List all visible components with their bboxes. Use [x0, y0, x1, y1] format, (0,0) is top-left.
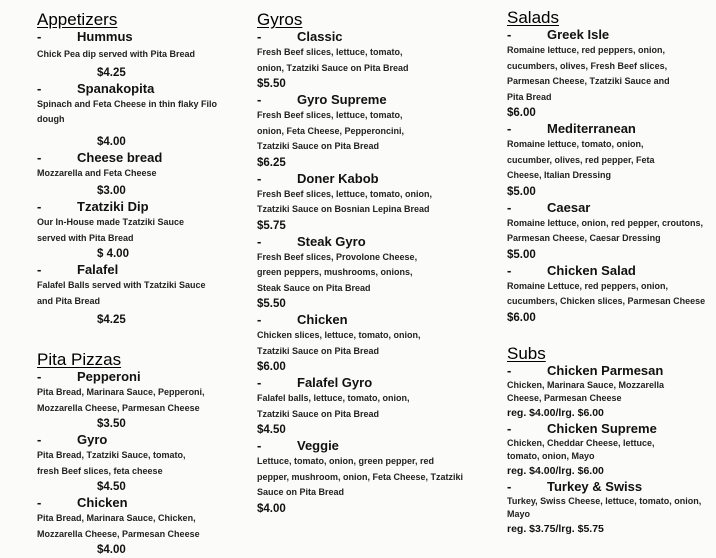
menu-item-steak-gyro — [257, 234, 497, 313]
dash: - — [37, 495, 42, 510]
dash: - — [257, 29, 262, 44]
item-name-row — [507, 421, 712, 437]
dash: - — [37, 262, 42, 277]
item-name: Hummus — [77, 29, 133, 44]
item-name: Veggie — [297, 438, 339, 453]
menu-item-falafel — [37, 262, 247, 328]
item-price: $4.50 — [97, 481, 126, 493]
item-description: Romaine lettuce, red peppers, onion, cucumbers, olives, Fresh Beef slices, Parmesan Cheese, Tzatziki Sauce and Pita Bread — [507, 45, 670, 102]
item-name: Turkey & Swiss — [547, 478, 643, 494]
item-description: Falafel balls, lettuce, tomato, onion, Tzatziki Sauce on Pita Bread — [257, 393, 410, 419]
item-price: $6.00 — [507, 311, 536, 324]
item-price: $4.50 — [257, 424, 286, 436]
item-price: reg. $4.00/lrg. $6.00 — [507, 406, 604, 419]
item-description: Turkey, Swiss Cheese, lettuce, tomato, onion, Mayo — [507, 495, 702, 519]
section-title-salads: Salads — [507, 8, 559, 27]
item-price: $5.50 — [257, 298, 286, 310]
column-right — [507, 0, 712, 537]
menu-item-greek-isle — [507, 27, 712, 121]
dash: - — [507, 362, 512, 378]
dash: - — [507, 420, 512, 436]
item-name: Chicken — [77, 495, 128, 510]
item-name: Gyro Supreme — [297, 92, 387, 107]
item-name-row — [37, 432, 247, 448]
item-price: $6.25 — [257, 156, 286, 169]
item-description: Chicken, Cheddar Cheese, lettuce, tomato, onion, Mayo — [507, 437, 655, 461]
item-name-row — [257, 375, 497, 391]
item-description: Chicken, Marinara Sauce, Mozzarella Cheese, Parmesan Cheese — [507, 379, 665, 403]
dash: - — [257, 92, 262, 107]
item-name-row — [257, 29, 497, 45]
item-name: Chicken Supreme — [547, 420, 657, 436]
section-title-gyros: Gyros — [257, 10, 303, 29]
menu-item-veggie — [257, 438, 497, 517]
section-title-subs: Subs — [507, 343, 546, 363]
menu-item-mediterranean — [507, 121, 712, 200]
item-description: Pita Bread, Marinara Sauce, Chicken, Mozzarella Cheese, Parmesan Cheese — [37, 513, 200, 539]
item-name-row — [37, 29, 247, 45]
item-name-row — [507, 200, 712, 216]
item-name: Doner Kabob — [297, 170, 379, 186]
item-name-row — [37, 495, 247, 511]
item-name-row — [37, 199, 247, 215]
item-price: $6.00 — [257, 361, 286, 373]
item-name: Pepperoni — [77, 369, 141, 384]
item-description: Fresh Beef slices, lettuce, tomato, onion, Tzatziki Sauce on Bosnian Lepina Bread — [257, 188, 433, 214]
item-price: reg. $3.75/lrg. $5.75 — [507, 522, 604, 535]
item-name-row — [257, 312, 497, 328]
menu-item-pepperoni — [37, 369, 247, 432]
item-description: Pita Bread, Tzatziki Sauce, tomato, fresh Beef slices, feta cheese — [37, 450, 186, 476]
section-title-appetizers: Appetizers — [37, 10, 118, 29]
menu-item-gyro-supreme — [257, 92, 497, 171]
menu-item-doner-kabob — [257, 171, 497, 234]
menu-item-chicken-pizza — [37, 495, 247, 558]
menu-item-chicken-supreme — [507, 421, 712, 479]
item-name-row — [257, 438, 497, 454]
item-name: Tzatziki Dip — [77, 199, 149, 214]
item-name-row — [257, 171, 497, 187]
dash: - — [37, 29, 42, 44]
menu-item-chicken-salad — [507, 263, 712, 326]
item-price: reg. $4.00/lrg. $6.00 — [507, 464, 604, 477]
dash: - — [37, 199, 42, 214]
item-description: Romaine lettuce, tomato, onion, cucumber, olives, red pepper, Feta Cheese, Italian Dressing — [507, 139, 655, 180]
dash: - — [257, 312, 262, 327]
item-name-row — [507, 479, 712, 495]
item-price: $3.00 — [97, 185, 126, 197]
dash: - — [37, 149, 42, 165]
dash: - — [37, 369, 42, 384]
item-description: Our In-House made Tzatziki Sauce served with Pita Bread — [37, 217, 185, 243]
item-name: Falafel — [77, 262, 119, 277]
item-name-row — [37, 369, 247, 385]
item-price: $5.75 — [257, 219, 286, 232]
menu-item-classic — [257, 29, 497, 92]
item-name: Greek Isle — [547, 27, 610, 42]
item-description: Spinach and Feta Cheese in thin flaky Filo dough — [37, 98, 218, 124]
dash: - — [37, 80, 42, 96]
item-price: $5.00 — [507, 185, 536, 198]
dash: - — [257, 438, 262, 453]
column-middle — [257, 0, 497, 517]
item-name-row — [507, 27, 712, 43]
item-name-row — [37, 81, 247, 97]
item-name: Classic — [297, 29, 343, 44]
item-description: Chicken slices, lettuce, tomato, onion, Tzatziki Sauce on Pita Bread — [257, 330, 421, 356]
item-description: Lettuce, tomato, onion, green pepper, red pepper, mushroom, onion, Feta Cheese, Tzatziki Sauce on Pita Bread — [257, 456, 464, 497]
item-name: Caesar — [547, 199, 591, 215]
item-name: Steak Gyro — [297, 233, 366, 249]
dash: - — [507, 199, 512, 215]
dash: - — [507, 262, 512, 278]
item-price: $4.25 — [97, 314, 126, 326]
item-description: Pita Bread, Marinara Sauce, Pepperoni, Mozzarella Cheese, Parmesan Cheese — [37, 387, 205, 413]
item-price: $4.00 — [257, 502, 286, 515]
menu-item-tzatziki-dip — [37, 199, 247, 262]
item-price: $6.00 — [507, 107, 536, 119]
item-name-row — [257, 92, 497, 108]
item-price: $4.00 — [97, 544, 126, 556]
menu-item-chicken-parmesan — [507, 363, 712, 421]
item-name-row — [37, 262, 247, 278]
item-price: $4.00 — [97, 135, 126, 148]
item-name-row — [37, 150, 247, 166]
menu-item-gyro-pizza — [37, 432, 247, 495]
item-name: Chicken Salad — [547, 262, 636, 278]
dash: - — [257, 375, 262, 390]
menu-item-falafel-gyro — [257, 375, 497, 438]
item-name: Spanakopita — [77, 80, 155, 96]
item-description: Chick Pea dip served with Pita Bread — [37, 49, 196, 59]
dash: - — [507, 121, 512, 136]
menu-item-spanakopita — [37, 81, 247, 150]
item-name-row — [507, 121, 712, 137]
dash: - — [257, 233, 262, 249]
item-name: Mediterranean — [547, 121, 636, 136]
item-name: Cheese bread — [77, 149, 163, 165]
item-name: Gyro — [77, 432, 108, 447]
dash: - — [37, 432, 42, 447]
item-name-row — [257, 234, 497, 250]
item-description: Fresh Beef slices, lettuce, tomato, onion, Tzatziki Sauce on Pita Bread — [257, 47, 409, 73]
item-description: Fresh Beef slices, lettuce, tomato, onion, Feta Cheese, Pepperoncini, Tzatziki Sauce on Pita Bread — [257, 110, 405, 151]
item-description: Mozzarella and Feta Cheese — [37, 167, 157, 178]
dash: - — [507, 478, 512, 494]
item-price: $4.25 — [97, 66, 126, 79]
item-description: Fresh Beef slices, Provolone Cheese, green peppers, mushrooms, onions, Steak Sauce on Pita Bread — [257, 251, 418, 293]
menu-item-chicken-gyro — [257, 312, 497, 375]
item-description: Falafel Balls served with Tzatziki Sauce and Pita Bread — [37, 280, 206, 306]
item-price: $5.00 — [507, 248, 536, 261]
dash: - — [257, 170, 262, 186]
item-price: $ 4.00 — [97, 248, 129, 260]
item-name: Falafel Gyro — [297, 375, 373, 390]
item-description: Romaine Lettuce, red peppers, onion, cucumbers, Chicken slices, Parmesan Cheese — [507, 280, 706, 306]
menu-item-cheese-bread — [37, 150, 247, 200]
column-left — [37, 0, 247, 558]
item-name: Chicken Parmesan — [547, 362, 664, 378]
section-title-pita-pizzas: Pita Pizzas — [37, 350, 122, 369]
item-name-row — [507, 363, 712, 379]
item-price: $5.50 — [257, 78, 286, 90]
item-description: Romaine lettuce, onion, red pepper, croutons, Parmesan Cheese, Caesar Dressing — [507, 217, 704, 243]
item-price: $3.50 — [97, 418, 126, 430]
menu-item-caesar — [507, 200, 712, 263]
item-name-row — [507, 263, 712, 279]
item-name: Chicken — [297, 312, 348, 327]
dash: - — [507, 27, 512, 42]
menu-item-turkey-swiss — [507, 479, 712, 537]
menu-item-hummus — [37, 29, 247, 81]
